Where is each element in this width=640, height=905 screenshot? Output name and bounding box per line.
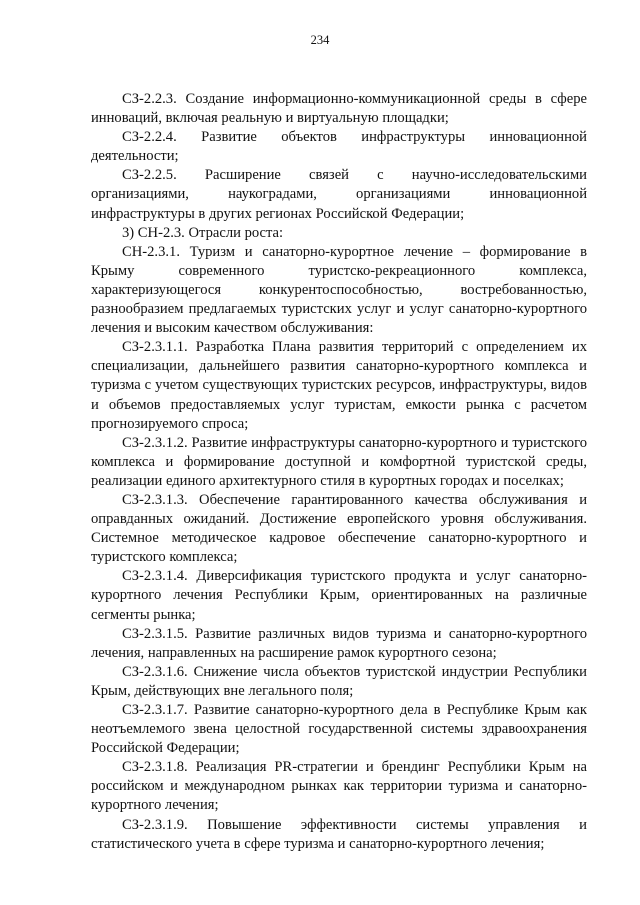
paragraph-sz-2-3-1-7: СЗ-2.3.1.7. Развитие санаторно-курортного дела в Республике Крым как неотъемлемого звена целостной государственной системы здравоохранения Российской Федерации; — [91, 702, 587, 757]
paragraph-sz-2-3-1-9: СЗ-2.3.1.9. Повышение эффективности системы управления и статистического учета в сфере туризма и санаторно-курортного лечения; — [91, 816, 587, 852]
paragraph-sz-2-3-1-5: СЗ-2.3.1.5. Развитие различных видов туризма и санаторно-курортного лечения, направленных на расширение рамок курортного сезона; — [91, 625, 587, 661]
paragraph-sn-2-3-1: СН-2.3.1. Туризм и санаторно-курортное лечение – формирование в Крыму современного туристско-рекреационного комплекса, характеризующегося конкурентоспособностью, востребованностью, разнообразием предлагаемых туристских услуг и услуг санаторно-курортного лечения и высоким качеством обслуживания: — [91, 243, 587, 337]
paragraph-sz-2-3-1-3: СЗ-2.3.1.3. Обеспечение гарантированного качества обслуживания и оправданных ожиданий. Достижение европейского уровня обслуживания. Системное методическое кадровое обеспечение санаторно-курортного и туристского комплекса; — [91, 491, 587, 566]
paragraph-sz-2-3-1-6: СЗ-2.3.1.6. Снижение числа объектов туристской индустрии Республики Крым, действующих вне легального поля; — [91, 663, 587, 699]
paragraph-sz-2-3-1-4: СЗ-2.3.1.4. Диверсификация туристского продукта и услуг санаторно-курортного лечения Республики Крым, ориентированных на различные сегменты рынка; — [91, 568, 587, 623]
document-body — [91, 90, 587, 854]
paragraph-sz-2-2-3: СЗ-2.2.3. Создание информационно-коммуникационной среды в сфере инноваций, включая реальную и виртуальную площадки; — [91, 91, 587, 127]
page-number: 234 — [310, 33, 330, 47]
section-heading-sn-2-3: 3) СН-2.3. Отрасли роста: — [122, 224, 284, 241]
paragraph-sz-2-2-5: СЗ-2.2.5. Расширение связей с научно-исследовательскими организациями, наукоградами, организациями инновационной инфраструктуры в других регионах Российской Федерации; — [91, 167, 587, 222]
paragraph-sz-2-2-4: СЗ-2.2.4. Развитие объектов инфраструктуры инновационной деятельности; — [91, 129, 587, 165]
paragraph-sz-2-3-1-1: СЗ-2.3.1.1. Разработка Плана развития территорий с определением их специализации, дальнейшего развития санаторно-курортного комплекса и туризма с учетом существующих туристских ресурсов, инфраструктуры, видов и объемов предоставляемых услуг туристам, емкости рынка с расчетом прогнозируемого спроса; — [91, 339, 587, 432]
paragraph-sz-2-3-1-8: СЗ-2.3.1.8. Реализация PR-стратегии и брендинг Республики Крым на российском и международном рынках как территории туризма и санаторно-курортного лечения; — [91, 759, 587, 814]
paragraph-sz-2-3-1-2: СЗ-2.3.1.2. Развитие инфраструктуры санаторно-курортного и туристского комплекса и формирование доступной и комфортной туристской среды, реализации единого архитектурного стиля в курортных городах и поселках; — [91, 434, 587, 489]
